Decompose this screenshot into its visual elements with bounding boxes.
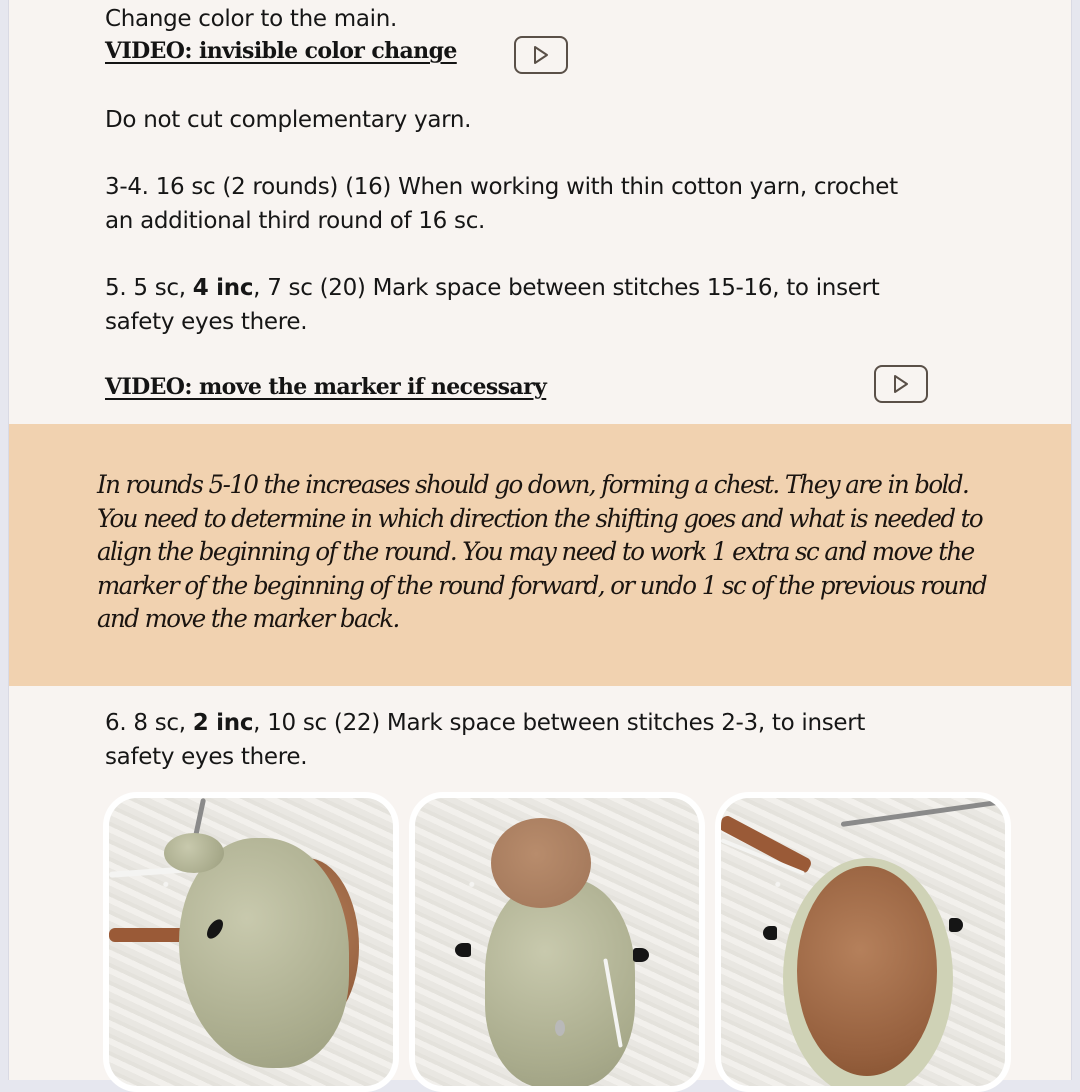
photo-row: [103, 792, 1015, 1092]
video-link-invisible-color-change[interactable]: VIDEO: invisible color change: [105, 38, 457, 64]
play-video-button-2[interactable]: [874, 365, 928, 403]
note-line: In rounds 5-10 the increases should go down, forming a chest. They are in bold.: [97, 470, 969, 499]
note-line: You need to determine in which direction the shifting goes and what is needed to: [97, 503, 983, 533]
brown-chest: [797, 866, 937, 1076]
note-box: [9, 424, 1071, 686]
safety-eye-left: [455, 943, 471, 957]
round-6-line1: [105, 706, 865, 740]
sage-tuft: [164, 833, 224, 873]
round-3-4-line2: an additional third round of 16 sc.: [105, 208, 486, 234]
note-line: and move the marker back.: [97, 604, 399, 633]
crochet-hook: [841, 800, 1000, 827]
sage-head: [179, 838, 349, 1068]
photo-image: [415, 798, 699, 1086]
photo-image: [109, 798, 393, 1086]
sage-body: [485, 878, 635, 1086]
round-5-increases: 4 inc: [192, 275, 254, 301]
note-line: align the beginning of the round. You may need to work 1 extra sc and move the: [97, 537, 974, 566]
brown-top: [491, 818, 591, 908]
round-3-4-line1: 3-4. 16 sc (2 rounds) (16) When working with thin cotton yarn, crochet: [105, 174, 898, 200]
photo-front-view: [715, 792, 1011, 1092]
pattern-page: [8, 0, 1072, 1080]
instruction-change-color: Change color to the main.: [105, 6, 398, 32]
photo-side-view: [103, 792, 399, 1092]
round-5-suffix: , 7 sc (20) Mark space between stitches 15-16, to insert: [253, 275, 880, 301]
play-icon: [532, 45, 550, 65]
round-6-prefix: 6. 8 sc,: [105, 710, 193, 736]
play-video-button-1[interactable]: [514, 36, 568, 74]
safety-eye-right: [949, 918, 963, 932]
round-6-increases: 2 inc: [192, 710, 254, 736]
safety-eye-left: [763, 926, 777, 940]
stitch-marker: [555, 1020, 565, 1036]
play-icon: [892, 374, 910, 394]
round-5-line2: safety eyes there.: [105, 309, 308, 335]
note-line: marker of the beginning of the round forward, or undo 1 sc of the previous round: [97, 570, 987, 600]
round-6-suffix: , 10 sc (22) Mark space between stitches 2-3, to insert: [253, 710, 866, 736]
round-5-prefix: 5. 5 sc,: [105, 275, 193, 301]
photo-image: [721, 798, 1005, 1086]
video-link-move-marker[interactable]: VIDEO: move the marker if necessary: [105, 374, 547, 400]
photo-top-view: [409, 792, 705, 1092]
round-5-line1: [105, 271, 880, 305]
note-text: [97, 468, 1018, 636]
round-6-line2: safety eyes there.: [105, 744, 308, 770]
safety-eye-right: [633, 948, 649, 962]
instruction-do-not-cut: Do not cut complementary yarn.: [105, 107, 472, 133]
